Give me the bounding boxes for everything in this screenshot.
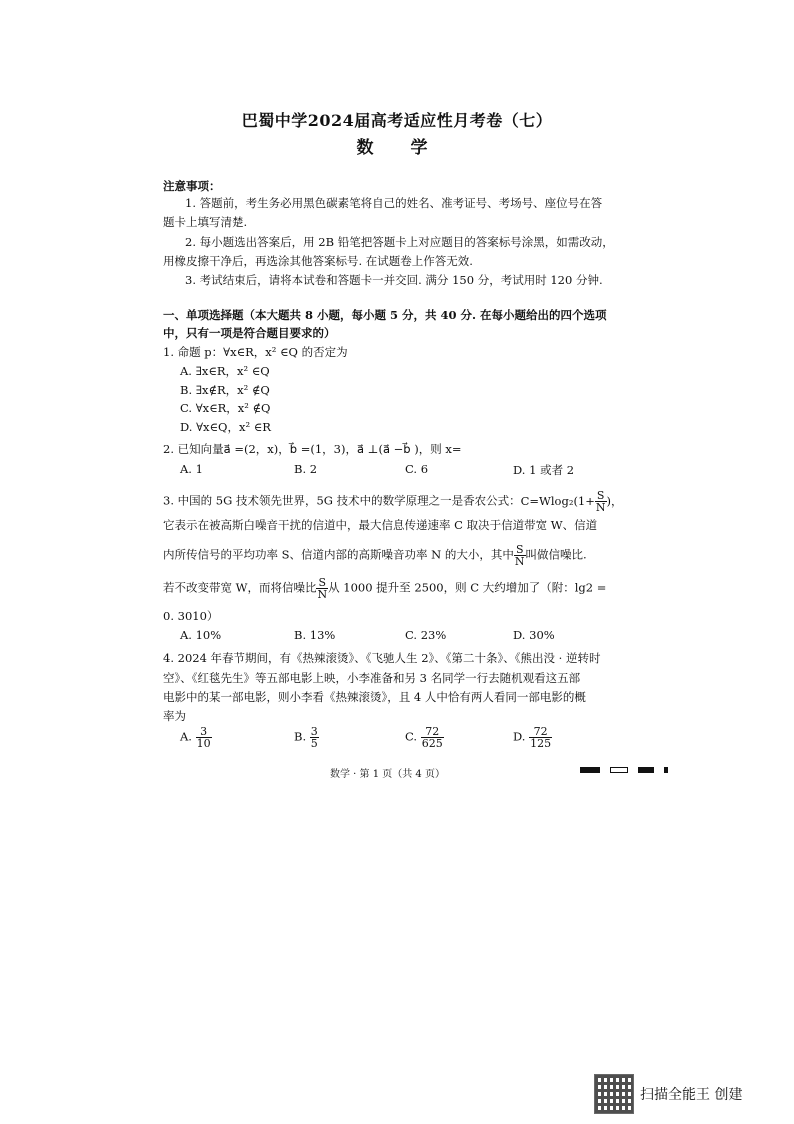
subject-title: 数 学 [356,138,438,158]
q4-option-b [294,726,319,749]
q3-option-a: A. 10% [180,628,222,642]
q4-option-a [180,726,212,749]
qr-code-icon [594,1074,634,1114]
page-code-marks [580,767,668,773]
q3-line-3-post: 叫做信噪比. [525,547,587,562]
fraction-numerator: 3 [196,726,212,738]
q1-option-d: D. ∀x∈Q，x² ∈R [180,420,271,434]
q3-line-5: 0. 3010） [163,609,219,623]
mark-bar [664,767,668,773]
q4-line-1: 4. 2024 年春节期间，有《热辣滚烫》、《飞驰人生 2》、《第二十条》、《熊出没 · 逆转时 [163,651,601,665]
fraction-denominator: 10 [196,737,211,750]
q4-line-3: 电影中的某一部电影，则小李看《热辣滚烫》，且 4 人中恰有两人看同一部电影的概 [163,690,586,704]
q2-option-c: C. 6 [405,462,429,476]
fraction-numerator: S [514,544,526,556]
section-heading-cont: 中，只有一项是符合题目要求的） [163,326,336,340]
exam-title: 巴蜀中学2024届高考适应性月考卷（七） [241,111,553,130]
q4-option-c [405,726,444,749]
q1-option-b: B. ∃x∉R，x² ∉Q [180,383,270,397]
fraction-numerator: S [595,490,607,502]
q3-option-b: B. 13% [294,628,336,642]
q4-line-2: 空》、《红毯先生》等五部电影上映，小李准备和另 3 名同学一行去随机观看这五部 [163,671,581,685]
q2-option-b: B. 2 [294,462,318,476]
option-fraction [196,726,212,749]
fraction-numerator: 72 [421,726,444,738]
notice-item-1-cont: 题卡上填写清楚. [163,215,248,229]
formula-fraction [595,490,607,513]
fraction-numerator: 3 [310,725,318,738]
notice-item-1: 1. 答题前，考生务必用黑色碳素笔将自己的姓名、准考证号、考场号、座位号在答 [185,196,603,210]
q3-line-4-pre: 若不改变带宽 W，而将信噪比 [163,580,317,595]
fraction-denominator: N [595,501,606,514]
formula-post: )， [606,493,623,508]
q3-intro: 3. 中国的 5G 技术领先世界，5G 技术中的数学原理之一是香农公式： [163,493,521,508]
option-label: B. [294,729,307,744]
fraction-denominator: N [317,588,328,601]
watermark-text: 扫描全能王 创建 [640,1087,743,1103]
q3-option-d: D. 30% [513,628,555,642]
option-fraction [421,726,444,749]
notice-item-3: 3. 考试结束后，请将本试卷和答题卡一并交回. 满分 150 分，考试用时 120 分钟. [185,273,603,287]
fraction-denominator: N [514,555,525,568]
q2-option-a: A. 1 [180,462,203,476]
option-label: C. [405,729,418,744]
fraction-denominator: 5 [310,737,318,750]
q3-line-3-pre: 内所传信号的平均功率 S、信道内部的高斯噪音功率 N 的大小，其中 [163,547,514,562]
fraction-numerator: S [316,577,328,589]
q3-line-2: 它表示在被高斯白噪音干扰的信道中，最大信息传递速率 C 取决于信道带宽 W、信道 [163,518,598,532]
snr-fraction [316,577,328,600]
option-fraction [529,726,552,749]
q2-stem: 2. 已知向量a⃗ =(2，x)，b⃗ =(1，3)，a⃗ ⊥(a⃗ −b⃗ )，则 x= [163,442,462,456]
q4-line-4: 率为 [163,709,186,723]
q3-option-c: C. 23% [405,628,447,642]
q3-line-3 [163,544,587,567]
q3-line-4-post: 从 1000 提升至 2500，则 C 大约增加了（附：lg2 = [328,580,607,595]
q4-option-d [513,726,552,749]
q1-stem: 1. 命题 p：∀x∈R，x² ∈Q 的否定为 [163,345,348,359]
mark-box [610,767,628,773]
option-label: D. [513,729,526,744]
shannon-formula [520,489,623,514]
formula-pre: C=Wlog₂(1+ [520,493,595,508]
snr-fraction [514,544,526,567]
mark-bar [580,767,600,773]
q2-option-d: D. 1 或者 2 [513,463,575,477]
fraction-denominator: 625 [421,737,443,750]
q1-option-c: C. ∀x∈R，x² ∉Q [180,401,271,415]
mark-bar [638,767,654,773]
q3-line-1 [163,490,623,513]
option-label: A. [180,729,192,744]
fraction-denominator: 125 [530,737,552,750]
q1-option-a: A. ∃x∈R，x² ∈Q [180,364,270,378]
fraction-numerator: 72 [529,726,552,738]
q3-line-4 [163,577,606,600]
section-heading: 一、单项选择题（本大题共 8 小题，每小题 5 分，共 40 分. 在每小题给出的四个选项 [163,308,607,322]
notice-item-2-cont: 用橡皮擦干净后，再选涂其他答案标号. 在试题卷上作答无效. [163,254,473,268]
option-fraction [310,726,319,749]
notice-heading: 注意事项： [163,179,221,193]
scanner-watermark [594,1074,742,1114]
page-footer: 数学 · 第 1 页（共 4 页） [330,769,445,780]
notice-item-2: 2. 每小题选出答案后，用 2B 铅笔把答题卡上对应题目的答案标号涂黑，如需改动， [185,235,614,249]
